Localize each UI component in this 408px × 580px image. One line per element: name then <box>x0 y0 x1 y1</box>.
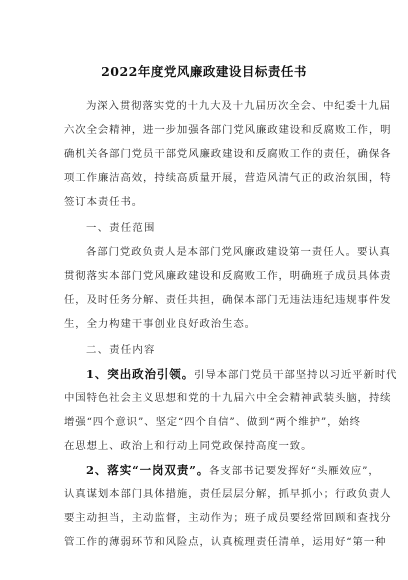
section-heading-scope: 一、责任范围 <box>86 222 156 234</box>
section1-line: 生，全力构建干事创业良好政治生态。 <box>64 318 256 330</box>
item1-line: 在思想上、政治上和行动上同党政保持高度一致。 <box>64 440 313 452</box>
intro-line: 签订本责任书。 <box>64 196 144 208</box>
intro-line: 确机关各部门党员干部党风廉政建设和反腐败工作的责任，确保各 <box>64 148 392 160</box>
intro-line: 六次全会精神，进一步加强各部门党风廉政建设和反腐败工作，明 <box>64 124 392 136</box>
item1-line: 增强“四个意识”、坚定“四个自信”、做到“两个维护”，始终 <box>64 416 361 428</box>
item1-first-line <box>86 367 398 382</box>
item1-first-text: 引导本部门党员干部坚持以习近平新时代 <box>194 369 398 381</box>
section1-line: 各部门党政负责人是本部门党风廉政建设第一责任人。要认真 <box>86 246 391 258</box>
document-title: 2022年度党风廉政建设目标责任书 <box>101 64 307 79</box>
item2-first-text: 各支部书记要发挥好“头雁效应”， <box>209 465 380 477</box>
item2-title: 2、落实“一岗双责”。 <box>86 463 210 477</box>
intro-line: 项工作廉洁高效，持续高质量开展，营造风清气正的政治氛围，特 <box>64 172 392 184</box>
item2-first-line <box>86 463 380 478</box>
intro-line: 为深入贯彻落实党的十九大及十九届历次全会、中纪委十九届 <box>86 100 391 112</box>
item1-line: 中国特色社会主义思想和党的十九届六中全会精神武装头脑，持续 <box>64 392 392 404</box>
section1-line: 贯彻落实本部门党风廉政建设和反腐败工作，明确班子成员具体责 <box>64 270 392 282</box>
item2-line: 认真谋划本部门具体措施，责任层层分解，抓早抓小；行政负责人 <box>64 488 392 500</box>
item1-title: 1、突出政治引领。 <box>86 367 195 381</box>
item2-line: 要主动担当，主动监督，主动作为；班子成员要经常回顾和查找分 <box>64 512 392 524</box>
section-heading-content: 二、责任内容 <box>86 344 156 356</box>
item2-line: 管工作的薄弱环节和风险点，认真梳理责任清单，运用好“第一种 <box>64 536 387 548</box>
section1-line: 任，及时任务分解、责任共担，确保本部门无违法违纪违规事件发 <box>64 294 392 306</box>
